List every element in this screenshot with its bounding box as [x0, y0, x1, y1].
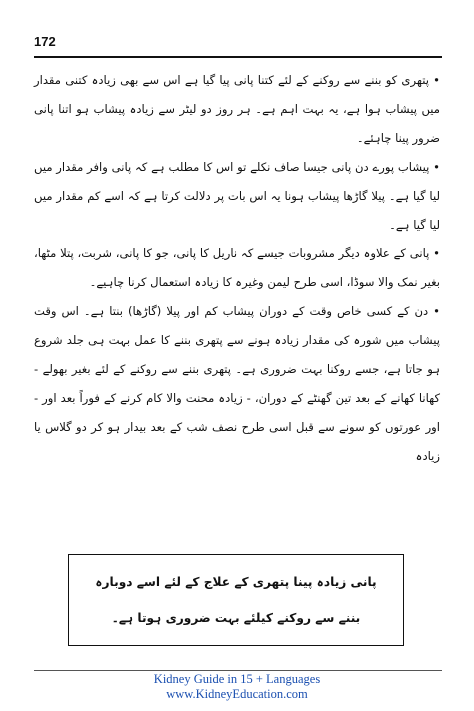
paragraph-urine-color: • پیشاب پورے دن پانی جیسا صاف نکلے تو اس کا مطلب ہے کہ پانی وافر مقدار میں لیا گیا ہے۔ پیلا گاڑھا پیشاب ہونا یہ اس بات پر دلالت کرتا ہے کہ اسے کم مقدار میں لیا گیا ہے۔: [34, 159, 440, 232]
footer-url[interactable]: www.KidneyEducation.com: [166, 687, 308, 701]
highlight-box: [68, 554, 404, 646]
page-number: 172: [34, 34, 56, 49]
paragraph-timing: • دن کے کسی خاص وقت کے دوران پیشاب کم اور پیلا (گاڑھا) بنتا ہے۔ اس وقت پیشاب میں شورہ کی مقدار زیادہ ہونے سے پتھری بننے کا عمل بہت ہی جلد شروع ہو جاتا ہے، جسے روکنا بہت ضروری ہے۔ پتھری بننے سے روکنے کے لئے بغیر بھولے - کھانا کھانے کے بعد تین گھنٹے کے دوران، - زیادہ محنت والا کام کرنے کے فوراً بعد اور - اور عورتوں کو سونے سے قبل اسی طرح نصف شب کے بعد بیدار ہو کر دو گلاس یا زیادہ: [34, 304, 440, 463]
body-text: [34, 66, 440, 471]
paragraph-urine-volume: • پتھری کو بننے سے روکنے کے لئے کتنا پانی پیا گیا ہے اس سے بھی زیادہ کتنی مقدار میں پیشاب ہوا ہے، یہ بہت اہم ہے۔ ہر روز دو لیٹر سے زیادہ پیشاب ہو اتنا پانی ضرور پینا چاہئے۔: [34, 73, 440, 145]
paragraph-other-drinks: • پانی کے علاوہ دیگر مشروبات جیسے کہ ناریل کا پانی، جو کا پانی، شربت، پتلا مٹھا، بغیر نمک والا سوڈا، اسی طرح لیمن وغیرہ کا زیادہ استعمال کرنا چاہیے۔: [34, 246, 440, 290]
highlight-text: پانی زیادہ پینا پتھری کے علاج کے لئے اسے دوبارہ بننے سے روکنے کیلئے بہت ضروری ہوتا ہے۔: [95, 575, 377, 625]
footer-divider: [34, 670, 442, 671]
footer: [0, 672, 474, 702]
footer-title: Kidney Guide in 15 + Languages: [153, 672, 321, 686]
header-divider: [34, 56, 442, 58]
